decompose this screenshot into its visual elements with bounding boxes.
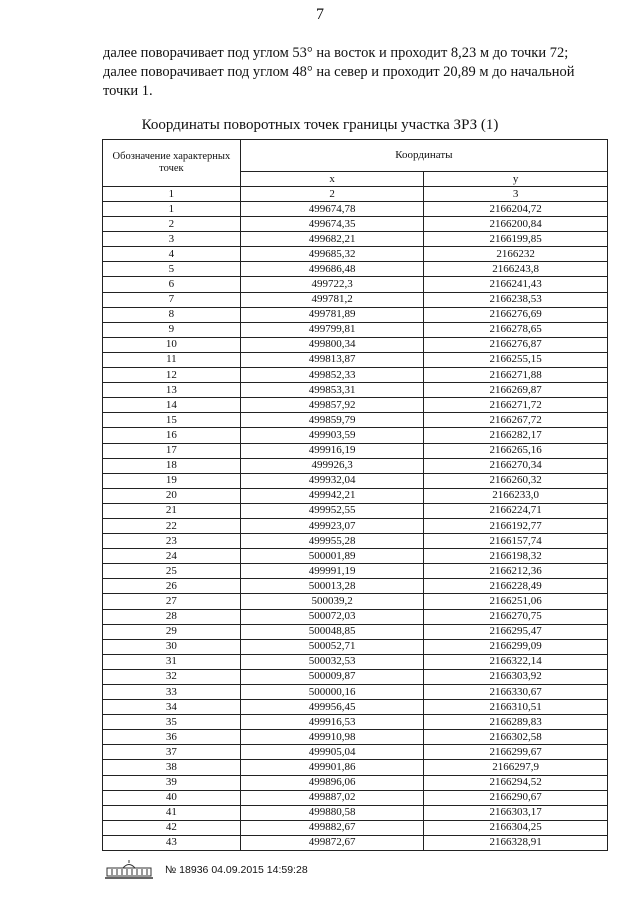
- y-coordinate-cell: 2166199,85: [424, 232, 608, 247]
- y-coordinate-cell: 2166322,14: [424, 654, 608, 669]
- table-row: [103, 760, 608, 775]
- table-caption: Координаты поворотных точек границы участка ЗРЗ (1): [141, 117, 499, 133]
- point-id-cell: 35: [103, 715, 241, 730]
- point-id-cell: 22: [103, 518, 241, 533]
- point-id-cell: 27: [103, 594, 241, 609]
- x-coordinate-cell: 499682,21: [240, 232, 424, 247]
- table-row: [103, 594, 608, 609]
- table-row: [103, 579, 608, 594]
- y-coordinate-cell: 2166302,58: [424, 730, 608, 745]
- x-coordinate-cell: 499722,3: [240, 277, 424, 292]
- table-row: [103, 654, 608, 669]
- table-row: [103, 292, 608, 307]
- point-id-cell: 30: [103, 639, 241, 654]
- column-numbering-row: [103, 187, 608, 202]
- table-row: [103, 262, 608, 277]
- intro-line-1: далее поворачивает под углом 53° на восток и проходит 8,23 м до точки 72;: [103, 45, 569, 61]
- x-coordinate-cell: 499955,28: [240, 534, 424, 549]
- intro-line-2: далее поворачивает под углом 48° на север и проходит 20,89 м до начальной точки 1.: [103, 64, 575, 99]
- point-id-cell: 1: [103, 202, 241, 217]
- table-row: [103, 518, 608, 533]
- table-row: [103, 790, 608, 805]
- y-coordinate-cell: 2166303,17: [424, 805, 608, 820]
- table-row: [103, 609, 608, 624]
- table-row: [103, 805, 608, 820]
- y-coordinate-cell: 2166310,51: [424, 700, 608, 715]
- y-coordinate-cell: 2166238,53: [424, 292, 608, 307]
- y-coordinate-cell: 2166271,72: [424, 398, 608, 413]
- x-coordinate-cell: 499674,35: [240, 217, 424, 232]
- point-id-cell: 36: [103, 730, 241, 745]
- point-id-cell: 23: [103, 534, 241, 549]
- y-coordinate-cell: 2166200,84: [424, 217, 608, 232]
- header-coordinates: Координаты: [240, 140, 607, 172]
- point-id-cell: 19: [103, 473, 241, 488]
- point-id-cell: 11: [103, 352, 241, 367]
- x-coordinate-cell: 499686,48: [240, 262, 424, 277]
- table-row: [103, 307, 608, 322]
- y-coordinate-cell: 2166297,9: [424, 760, 608, 775]
- y-coordinate-cell: 2166294,52: [424, 775, 608, 790]
- y-coordinate-cell: 2166224,71: [424, 503, 608, 518]
- table-row: [103, 247, 608, 262]
- table-row: [103, 534, 608, 549]
- x-coordinate-cell: 499991,19: [240, 564, 424, 579]
- table-row: [103, 473, 608, 488]
- document-number: № 18936: [165, 864, 209, 876]
- column-number: 1: [103, 187, 241, 202]
- x-coordinate-cell: 499880,58: [240, 805, 424, 820]
- point-id-cell: 10: [103, 337, 241, 352]
- table-row: [103, 232, 608, 247]
- x-coordinate-cell: 499872,67: [240, 835, 424, 850]
- x-coordinate-cell: 499952,55: [240, 503, 424, 518]
- x-coordinate-cell: 500013,28: [240, 579, 424, 594]
- y-coordinate-cell: 2166303,92: [424, 669, 608, 684]
- y-coordinate-cell: 2166243,8: [424, 262, 608, 277]
- y-coordinate-cell: 2166241,43: [424, 277, 608, 292]
- point-id-cell: 7: [103, 292, 241, 307]
- table-row: [103, 730, 608, 745]
- x-coordinate-cell: 500072,03: [240, 609, 424, 624]
- y-coordinate-cell: 2166271,88: [424, 368, 608, 383]
- point-id-cell: 37: [103, 745, 241, 760]
- x-coordinate-cell: 499926,3: [240, 458, 424, 473]
- x-coordinate-cell: 499800,34: [240, 337, 424, 352]
- y-coordinate-cell: 2166328,91: [424, 835, 608, 850]
- x-coordinate-cell: 499781,2: [240, 292, 424, 307]
- point-id-cell: 2: [103, 217, 241, 232]
- table-row: [103, 820, 608, 835]
- x-coordinate-cell: 499852,33: [240, 368, 424, 383]
- coordinates-table-body: [103, 202, 608, 851]
- table-row: [103, 337, 608, 352]
- x-coordinate-cell: 500039,2: [240, 594, 424, 609]
- table-row: [103, 458, 608, 473]
- table-row: [103, 368, 608, 383]
- table-row: [103, 669, 608, 684]
- table-row: [103, 835, 608, 850]
- x-coordinate-cell: 500048,85: [240, 624, 424, 639]
- column-number: 2: [240, 187, 424, 202]
- header-x: x: [240, 172, 424, 187]
- x-coordinate-cell: 500052,71: [240, 639, 424, 654]
- point-id-cell: 8: [103, 307, 241, 322]
- point-id-cell: 5: [103, 262, 241, 277]
- table-row: [103, 715, 608, 730]
- x-coordinate-cell: 499916,53: [240, 715, 424, 730]
- y-coordinate-cell: 2166330,67: [424, 685, 608, 700]
- y-coordinate-cell: 2166295,47: [424, 624, 608, 639]
- y-coordinate-cell: 2166260,32: [424, 473, 608, 488]
- y-coordinate-cell: 2166198,32: [424, 549, 608, 564]
- point-id-cell: 41: [103, 805, 241, 820]
- intro-text: [103, 44, 603, 101]
- y-coordinate-cell: 2166299,09: [424, 639, 608, 654]
- point-id-cell: 26: [103, 579, 241, 594]
- x-coordinate-cell: 499882,67: [240, 820, 424, 835]
- x-coordinate-cell: 499905,04: [240, 745, 424, 760]
- table-row: [103, 639, 608, 654]
- y-coordinate-cell: 2166232: [424, 247, 608, 262]
- x-coordinate-cell: 500032,53: [240, 654, 424, 669]
- x-coordinate-cell: 499916,19: [240, 443, 424, 458]
- point-id-cell: 12: [103, 368, 241, 383]
- y-coordinate-cell: 2166157,74: [424, 534, 608, 549]
- y-coordinate-cell: 2166299,67: [424, 745, 608, 760]
- x-coordinate-cell: 499781,89: [240, 307, 424, 322]
- y-coordinate-cell: 2166278,65: [424, 322, 608, 337]
- x-coordinate-cell: 499942,21: [240, 488, 424, 503]
- y-coordinate-cell: 2166289,83: [424, 715, 608, 730]
- table-row: [103, 322, 608, 337]
- table-row: [103, 685, 608, 700]
- point-id-cell: 42: [103, 820, 241, 835]
- y-coordinate-cell: 2166255,15: [424, 352, 608, 367]
- y-coordinate-cell: 2166228,49: [424, 579, 608, 594]
- x-coordinate-cell: 500001,89: [240, 549, 424, 564]
- table-row: [103, 202, 608, 217]
- point-id-cell: 43: [103, 835, 241, 850]
- header-y: y: [424, 172, 608, 187]
- table-row: [103, 277, 608, 292]
- x-coordinate-cell: 499799,81: [240, 322, 424, 337]
- column-number: 3: [424, 187, 608, 202]
- table-row: [103, 217, 608, 232]
- table-row: [103, 775, 608, 790]
- y-coordinate-cell: 2166267,72: [424, 413, 608, 428]
- point-id-cell: 18: [103, 458, 241, 473]
- point-id-cell: 25: [103, 564, 241, 579]
- x-coordinate-cell: 499896,06: [240, 775, 424, 790]
- point-id-cell: 14: [103, 398, 241, 413]
- table-row: [103, 488, 608, 503]
- point-id-cell: 28: [103, 609, 241, 624]
- x-coordinate-cell: 499853,31: [240, 383, 424, 398]
- y-coordinate-cell: 2166265,16: [424, 443, 608, 458]
- point-id-cell: 24: [103, 549, 241, 564]
- y-coordinate-cell: 2166251,06: [424, 594, 608, 609]
- coordinates-table: [102, 139, 608, 851]
- y-coordinate-cell: 2166270,75: [424, 609, 608, 624]
- table-row: [103, 745, 608, 760]
- point-id-cell: 32: [103, 669, 241, 684]
- table-row: [103, 443, 608, 458]
- point-id-cell: 6: [103, 277, 241, 292]
- x-coordinate-cell: 499901,86: [240, 760, 424, 775]
- x-coordinate-cell: 499956,45: [240, 700, 424, 715]
- table-row: [103, 428, 608, 443]
- x-coordinate-cell: 499857,92: [240, 398, 424, 413]
- point-id-cell: 3: [103, 232, 241, 247]
- y-coordinate-cell: 2166276,69: [424, 307, 608, 322]
- point-id-cell: 15: [103, 413, 241, 428]
- x-coordinate-cell: 499859,79: [240, 413, 424, 428]
- y-coordinate-cell: 2166204,72: [424, 202, 608, 217]
- table-row: [103, 413, 608, 428]
- x-coordinate-cell: 499813,87: [240, 352, 424, 367]
- x-coordinate-cell: 499887,02: [240, 790, 424, 805]
- table-row: [103, 503, 608, 518]
- table-row: [103, 624, 608, 639]
- building-logo-icon: [103, 859, 155, 881]
- y-coordinate-cell: 2166233,0: [424, 488, 608, 503]
- point-id-cell: 17: [103, 443, 241, 458]
- y-coordinate-cell: 2166304,25: [424, 820, 608, 835]
- point-id-cell: 40: [103, 790, 241, 805]
- point-id-cell: 38: [103, 760, 241, 775]
- point-id-cell: 13: [103, 383, 241, 398]
- y-coordinate-cell: 2166270,34: [424, 458, 608, 473]
- table-row: [103, 564, 608, 579]
- x-coordinate-cell: 499932,04: [240, 473, 424, 488]
- point-id-cell: 21: [103, 503, 241, 518]
- table-row: [103, 700, 608, 715]
- table-row: [103, 398, 608, 413]
- y-coordinate-cell: 2166282,17: [424, 428, 608, 443]
- y-coordinate-cell: 2166290,67: [424, 790, 608, 805]
- y-coordinate-cell: 2166269,87: [424, 383, 608, 398]
- document-stamp: [165, 864, 308, 876]
- x-coordinate-cell: 500009,87: [240, 669, 424, 684]
- point-id-cell: 29: [103, 624, 241, 639]
- page-number: 7: [316, 6, 324, 23]
- point-id-cell: 9: [103, 322, 241, 337]
- document-timestamp: 04.09.2015 14:59:28: [211, 864, 308, 876]
- point-id-cell: 31: [103, 654, 241, 669]
- x-coordinate-cell: 500000,16: [240, 685, 424, 700]
- x-coordinate-cell: 499910,98: [240, 730, 424, 745]
- x-coordinate-cell: 499685,32: [240, 247, 424, 262]
- y-coordinate-cell: 2166212,36: [424, 564, 608, 579]
- table-row: [103, 352, 608, 367]
- x-coordinate-cell: 499923,07: [240, 518, 424, 533]
- y-coordinate-cell: 2166276,87: [424, 337, 608, 352]
- table-row: [103, 383, 608, 398]
- point-id-cell: 34: [103, 700, 241, 715]
- point-id-cell: 20: [103, 488, 241, 503]
- point-id-cell: 4: [103, 247, 241, 262]
- header-point-label: Обозначение характерных точек: [103, 140, 241, 187]
- x-coordinate-cell: 499903,59: [240, 428, 424, 443]
- point-id-cell: 16: [103, 428, 241, 443]
- footer: [103, 859, 308, 881]
- table-row: [103, 549, 608, 564]
- x-coordinate-cell: 499674,78: [240, 202, 424, 217]
- point-id-cell: 39: [103, 775, 241, 790]
- y-coordinate-cell: 2166192,77: [424, 518, 608, 533]
- point-id-cell: 33: [103, 685, 241, 700]
